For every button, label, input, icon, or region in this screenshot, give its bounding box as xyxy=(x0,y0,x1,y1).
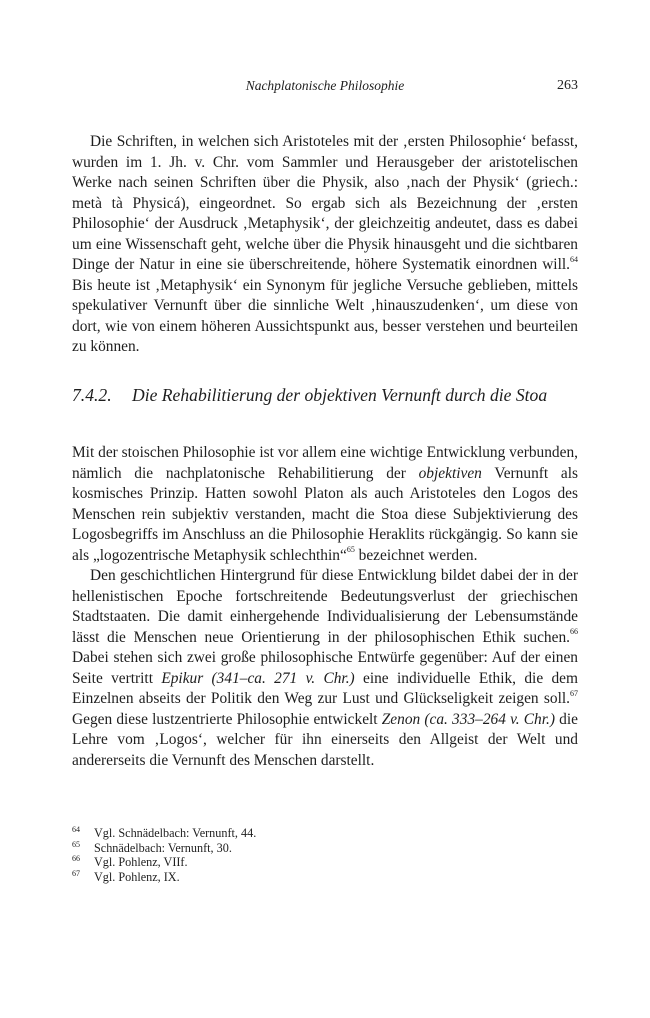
footnote-mark: 64 xyxy=(72,825,80,834)
footnote-text: Vgl. Pohlenz, VIIf. xyxy=(94,855,188,870)
emphasis: Epikur (341–ca. 271 v. Chr.) xyxy=(161,669,355,687)
footnote-text: Vgl. Pohlenz, IX. xyxy=(94,869,180,884)
paragraph-stoa xyxy=(72,443,578,566)
text-run: Bis heute ist ‚Metaphysik‘ ein Synonym für jegliche Versuche geblieben, mittels spekulativer Vernunft über die sinnliche Welt ‚hinauszudenken‘, um diese von dort, wie von einem höheren Aussichtspunkt aus, besser verstehen und beurteilen zu können. xyxy=(72,276,578,355)
page-number: 263 xyxy=(557,78,578,93)
section-heading xyxy=(72,385,578,406)
footnote-ref: 64 xyxy=(570,254,578,264)
footnote-ref: 65 xyxy=(346,545,355,555)
section-number: 7.4.2. xyxy=(72,385,112,405)
footnote-text: Vgl. Schnädelbach: Vernunft, 44. xyxy=(94,826,257,840)
paragraph-metaphysik xyxy=(72,132,578,358)
footnote-ref: 66 xyxy=(570,627,578,637)
footnote-mark: 66 xyxy=(72,854,80,864)
text-run: Vernunft als kosmisches Prinzip. Hatten sowohl Platon als auch Aristoteles den Logos des Menschen rein subjektiv verstanden, macht die Stoa diese Subjektivierung des Logosbegriffs im Anschluss an die Philosophie Heraklits rückgängig. So kann sie als „logozentrische Metaphysik schlechthin“ xyxy=(72,464,579,564)
footnote xyxy=(72,870,578,885)
footnote-ref: 67 xyxy=(570,688,578,698)
text-run: Mit der stoischen Philosophie ist vor allem eine wichtige Entwicklung verbunden, nämlich die nachplatonische Rehabilitierung der xyxy=(72,444,578,482)
text-run: Die Schriften, in welchen sich Aristoteles mit der ‚ersten Philosophie‘ befasst, wurden im 1. Jh. v. Chr. vom Sammler und Herausgeber der aristotelischen Werke nach seinen Schriften über die Physik, also ‚nach der Physik‘ (griech.: metà tà Physicá), eingeordnet. So ergab sich als Bezeichnung der ‚ersten Philosophie‘ der Ausdruck ‚Metaphysik‘, der gleichzeitig andeutet, dass es dabei um eine Wissenschaft geht, welche über die Physik hinausgeht und die sichtbaren Dinge der Natur in eine sie überschreitende, höhere Systematik einordnen will. xyxy=(72,133,578,273)
emphasis: Zenon (ca. 333–264 v. Chr.) xyxy=(381,710,556,728)
footnote xyxy=(72,826,578,841)
text-run: eine individuelle Ethik, die dem Einzelnen abseits der Politik den Weg zur Lust und Glückseligkeit zeigen soll. xyxy=(72,669,578,707)
footnote-mark: 67 xyxy=(72,868,80,878)
footnote-text: Schnädelbach: Vernunft, 30. xyxy=(94,840,232,855)
text-run: die Lehre vom ‚Logos‘, welcher für ihn einerseits den Allgeist der Welt und andererseits die Vernunft des Menschen darstellt. xyxy=(72,710,578,769)
emphasis: objektiven xyxy=(418,464,482,482)
text-run: Dabei stehen sich zwei große philosophische Entwürfe gegenüber: Auf der einen Seite vertritt xyxy=(72,649,578,687)
running-header xyxy=(72,78,578,98)
running-header-title: Nachplatonische Philosophie xyxy=(245,78,405,93)
text-run: bezeichnet werden. xyxy=(354,546,478,564)
footnote xyxy=(72,841,578,856)
text-run: Gegen diese lustzentrierte Philosophie entwickelt xyxy=(72,710,382,728)
footnotes xyxy=(72,826,578,884)
paragraph-hintergrund xyxy=(72,566,578,771)
footnote-mark: 65 xyxy=(72,839,80,849)
section-title: Die Rehabilitierung der objektiven Vernunft durch die Stoa xyxy=(132,385,548,405)
footnote xyxy=(72,855,578,870)
text-run: Den geschichtlichen Hintergrund für diese Entwicklung bildet dabei der in der hellenistischen Epoche fortschreitende Bedeutungsverlust der griechischen Stadtstaaten. Die damit einhergehende Individualisierung der Lebensumstände lässt die Menschen neue Orientierung in der philosophischen Ethik suchen. xyxy=(72,567,578,646)
section-body xyxy=(72,443,578,771)
paragraph-text xyxy=(72,132,578,358)
